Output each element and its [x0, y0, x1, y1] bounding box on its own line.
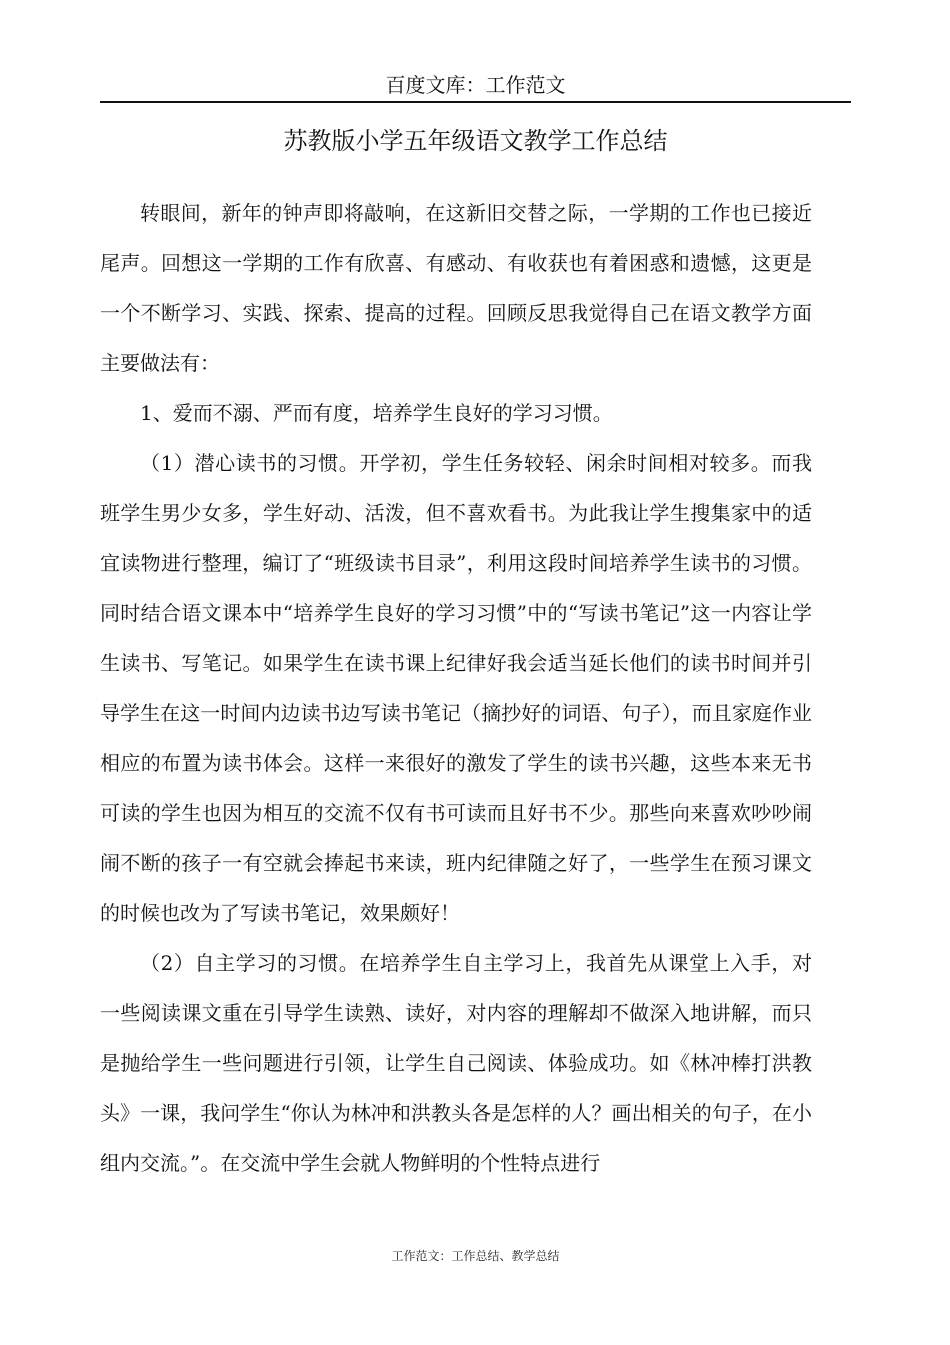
page-footer: 工作范文：工作总结、教学总结: [391, 1249, 560, 1263]
paragraph-intro: 转眼间，新年的钟声即将敲响，在这新旧交替之际，一学期的工作也已接近尾声。回想这一学期的工作有欣喜、有感动、有收获也有着困惑和遗憾，这更是一个不断学习、实践、探索、提高的过程。回顾反思我觉得自己在语文教学方面主要做法有：: [100, 201, 812, 375]
document-title: 苏教版小学五年级语文教学工作总结: [283, 127, 668, 155]
paragraph-reading-habit: （1）潜心读书的习惯。开学初，学生任务较轻、闲余时间相对较多。而我班学生男少女多，学生好动、活泼，但不喜欢看书。为此我让学生搜集家中的适宜读物进行整理，编订了“班级读书目录”，利用这段时间培养学生读书的习惯。同时结合语文课本中“培养学生良好的学习习惯”中的“写读书笔记”这一内容让学生读书、写笔记。如果学生在读书课上纪律好我会适当延长他们的读书时间并引导学生在这一时间内边读书边写读书笔记（摘抄好的词语、句子），而且家庭作业相应的布置为读书体会。这样一来很好的激发了学生的读书兴趣，这些本来无书可读的学生也因为相互的交流不仅有书可读而且好书不少。那些向来喜欢吵吵闹闹不断的孩子一有空就会捧起书来读，班内纪律随之好了，一些学生在预习课文的时候也改为了写读书笔记，效果颇好！: [100, 451, 812, 925]
document-body: [100, 188, 812, 1188]
paragraph-section-1: 1、爱而不溺、严而有度，培养学生良好的学习习惯。: [140, 401, 613, 425]
header-rule: [100, 101, 851, 103]
page-header: 百度文库：工作范文: [385, 73, 566, 97]
paragraph-self-study-habit: （2）自主学习的习惯。在培养学生自主学习上，我首先从课堂上入手，对一些阅读课文重在引导学生读熟、读好，对内容的理解却不做深入地讲解，而只是抛给学生一些问题进行引领，让学生自己阅读、体验成功。如《林冲棒打洪教头》一课，我问学生“你认为林冲和洪教头各是怎样的人？画出相关的句子，在小组内交流。”。在交流中学生会就人物鲜明的个性特点进行: [100, 951, 812, 1175]
